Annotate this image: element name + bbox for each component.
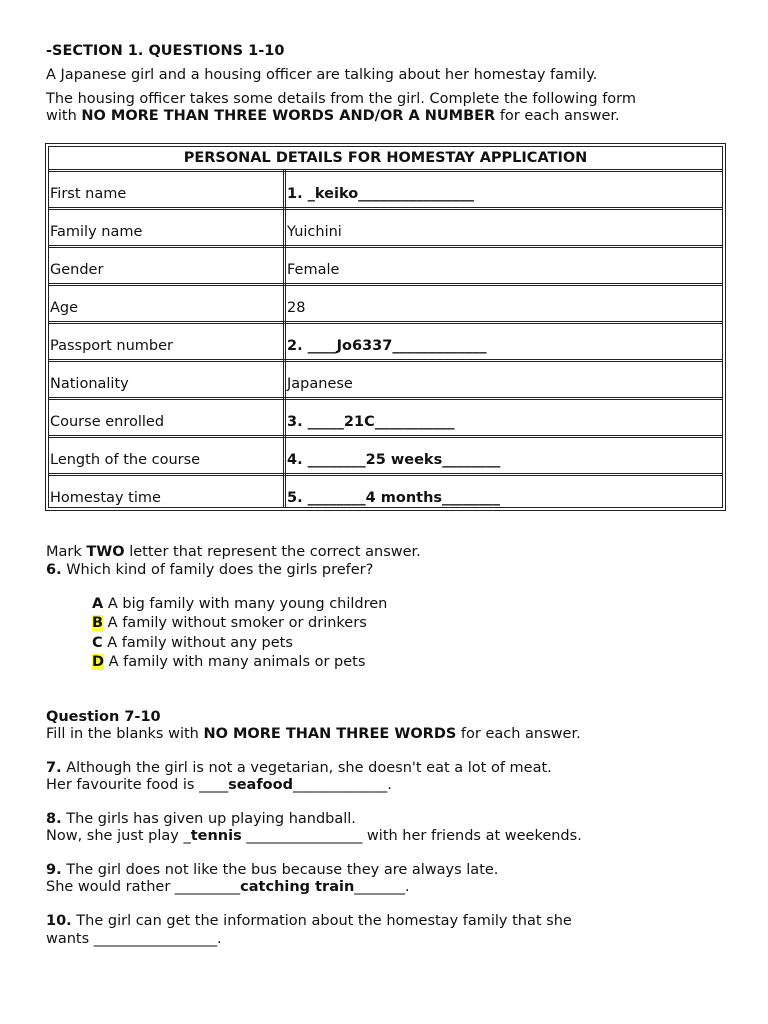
option-letter: A: [92, 596, 104, 612]
q8-post: ________________ with her friends at weekends.: [241, 828, 582, 844]
column-divider: [283, 170, 286, 507]
q9-answer: catching train: [240, 879, 355, 895]
field-label: Age: [50, 300, 79, 316]
field-value: Yuichini: [287, 224, 342, 240]
option-letter: C: [92, 635, 103, 651]
answer-field: 1. _keiko________________: [287, 186, 475, 202]
answer-field: 2. ____Jo6337_____________: [287, 338, 487, 354]
option-text: A family without any pets: [102, 635, 293, 651]
q6-instr-emphasis: TWO: [86, 544, 125, 560]
q9-number: 9.: [46, 862, 62, 878]
option-letter-highlighted: B: [92, 615, 104, 631]
answer-field: 5. ________4 months________: [287, 490, 501, 506]
q6-option-d: [92, 654, 365, 670]
q7-number: 7.: [46, 760, 62, 776]
q9-pre: She would rather _________: [46, 879, 241, 895]
q6-option-c: [92, 635, 293, 651]
q7-10-heading: Question 7-10: [46, 709, 161, 725]
row-divider: [49, 245, 722, 248]
q6-instr-pre: Mark: [46, 544, 87, 560]
q7-pre: Her favourite food is ____: [46, 777, 229, 793]
q7-10-instruction: [46, 726, 581, 742]
q8-line-1: [46, 811, 356, 827]
q7-answer: seafood: [228, 777, 293, 793]
instr-emphasis: NO MORE THAN THREE WORDS: [203, 726, 457, 742]
instructions-emphasis: NO MORE THAN THREE WORDS AND/OR A NUMBER: [81, 108, 496, 124]
row-divider: [49, 359, 722, 362]
option-letter-highlighted: D: [92, 654, 105, 670]
instr-pre: Fill in the blanks with: [46, 726, 204, 742]
instr-post: for each answer.: [456, 726, 581, 742]
instructions-pre: with: [46, 108, 82, 124]
field-label: First name: [50, 186, 127, 202]
q7-post: _____________.: [292, 777, 392, 793]
q6-question: [46, 562, 373, 578]
field-label: Gender: [50, 262, 104, 278]
answer-field: 3. _____21C___________: [287, 414, 455, 430]
field-label: Passport number: [50, 338, 174, 354]
instructions-line-2: [46, 108, 620, 124]
q7-line-1: [46, 760, 552, 776]
field-label: Length of the course: [50, 452, 201, 468]
field-label: Nationality: [50, 376, 129, 392]
q8-text: The girls has given up playing handball.: [61, 811, 356, 827]
q9-line-2: [46, 879, 410, 895]
q9-text: The girl does not like the bus because they are always late.: [61, 862, 499, 878]
field-value: Japanese: [287, 376, 353, 392]
row-divider: [49, 473, 722, 476]
instructions-post: for each answer.: [495, 108, 620, 124]
q6-text: Which kind of family does the girls prefer?: [61, 562, 374, 578]
q9-post: _______.: [354, 879, 410, 895]
q7-text: Although the girl is not a vegetarian, she doesn't eat a lot of meat.: [61, 760, 552, 776]
field-label: Course enrolled: [50, 414, 165, 430]
instructions-line-1: The housing officer takes some details from the girl. Complete the following form: [46, 91, 636, 107]
row-divider: [49, 435, 722, 438]
q8-line-2: [46, 828, 582, 844]
q6-number: 6.: [46, 562, 62, 578]
field-label: Homestay time: [50, 490, 161, 506]
answer-field: 4. ________25 weeks________: [287, 452, 501, 468]
q6-instruction: [46, 544, 421, 560]
row-divider: [49, 321, 722, 324]
row-divider: [49, 397, 722, 400]
q9-line-1: [46, 862, 498, 878]
row-divider: [49, 283, 722, 286]
section-title: -SECTION 1. QUESTIONS 1-10: [46, 43, 285, 59]
q8-answer: tennis: [190, 828, 242, 844]
option-text: A big family with many young children: [103, 596, 388, 612]
q10-line-1: [46, 913, 572, 929]
q10-line-2: wants _________________.: [46, 931, 222, 947]
option-text: A family with many animals or pets: [104, 654, 366, 670]
q6-option-b: [92, 615, 367, 631]
field-label: Family name: [50, 224, 143, 240]
row-divider: [49, 169, 722, 172]
intro-text: A Japanese girl and a housing officer are talking about her homestay family.: [46, 67, 598, 83]
q6-option-a: [92, 596, 387, 612]
field-value: 28: [287, 300, 306, 316]
homestay-form-table: [45, 143, 726, 511]
row-divider: [49, 207, 722, 210]
q10-text: The girl can get the information about the homestay family that she: [71, 913, 572, 929]
q8-number: 8.: [46, 811, 62, 827]
form-title: PERSONAL DETAILS FOR HOMESTAY APPLICATION: [183, 150, 588, 166]
q8-pre: Now, she just play _: [46, 828, 191, 844]
q6-instr-post: letter that represent the correct answer.: [124, 544, 421, 560]
q7-line-2: [46, 777, 392, 793]
option-text: A family without smoker or drinkers: [103, 615, 367, 631]
q10-number: 10.: [46, 913, 72, 929]
field-value: Female: [287, 262, 340, 278]
